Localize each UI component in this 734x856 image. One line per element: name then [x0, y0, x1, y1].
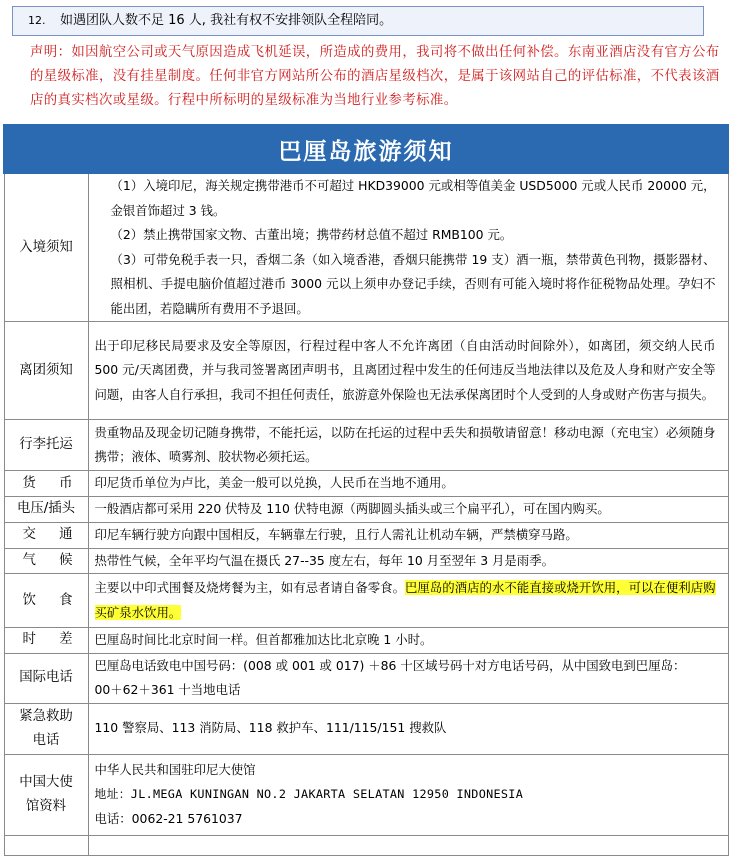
content-traffic: 印尼车辆行驶方向跟中国相反，车辆靠左行驶，且行人需礼让机动车辆，严禁横穿马路。 — [88, 522, 728, 548]
content-leave-group: 出于印尼移民局要求及安全等原因，行程过程中客人不允许离团（自由活动时间除外），如离团，须交纳人民币 500 元/天离团费，并与我司签署离团声明书，且离团过程中发生的任何违反当地法律以及危及人身和财产安全等问题，由客人自行承担，我司不担任何责任，旅游意外保险也无法承保离团时个人受到的人身或财产伤害与损失。 — [88, 322, 728, 420]
content-phone — [88, 653, 728, 703]
label-leave-group: 离团须知 — [4, 322, 88, 420]
label-emergency-line-1: 紧急救助 — [19, 708, 73, 724]
entry-line-3: （3）可带免税手表一只，香烟二条（如入境香港，香烟只能携带 19 支）酒一瓶，禁带黄色刊物，摄影器材、照相机、手提电脑价值超过港币 3000 元以上须申办登记手续，否则有可能入境时将作征税物品处理。孕妇不能出团，若隐瞒所有费用不予退回。 — [110, 251, 716, 316]
row-leave-group — [4, 322, 728, 420]
content-voltage: 一般酒店都可采用 220 伏特及 110 伏特电源（两脚圆头插头或三个扁平孔），可在国内购买。 — [88, 497, 728, 523]
row-voltage — [4, 497, 728, 523]
phone-line-2: 00＋62＋361 十当地电话 — [94, 682, 241, 697]
embassy-phone: 电话：0062-21 5761037 — [94, 810, 243, 826]
row-truncated — [4, 835, 728, 855]
embassy-address: 地址：JL.MEGA KUNINGAN NO.2 JAKARTA SELATAN 12950 INDONESIA — [94, 787, 524, 802]
row-phone — [4, 653, 728, 703]
label-entry: 入境须知 — [4, 173, 88, 322]
label-embassy-line-1: 中国大使 — [19, 774, 73, 790]
label-food: 饮食 — [4, 574, 88, 628]
label-embassy-line-2: 馆资料 — [25, 798, 67, 814]
entry-line-2: （2）禁止携带国家文物、古董出境；携带药材总值不超过 RMB100 元。 — [110, 227, 513, 242]
guide-title: 巴厘岛旅游须知 — [4, 125, 728, 173]
label-time: 时差 — [4, 628, 88, 654]
label-emergency — [4, 703, 88, 754]
note-box — [12, 6, 704, 36]
row-entry — [4, 173, 728, 322]
row-embassy — [4, 754, 728, 835]
food-text: 主要以中印式围餐及烧烤餐为主，如有忌者请自备零食。 — [94, 580, 406, 595]
content-entry — [88, 173, 728, 322]
note-number: 12. — [28, 14, 46, 27]
label-emergency-line-2: 电话 — [32, 732, 60, 748]
content-climate: 热带性气候，全年平均气温在摄氏 27--35 度左右，每年 10 月至翌年 3 月是雨季。 — [88, 548, 728, 574]
label-climate: 气候 — [4, 548, 88, 574]
entry-line-1: （1）入境印尼，海关规定携带港币不可超过 HKD39000 元或相等值美金 USD5000 元或人民币 20000 元，金银首饰超过 3 钱。 — [110, 178, 716, 218]
phone-line-1: 巴厘岛电话致电中国号码：(008 或 001 或 017) ＋86 十区域号码十对方电话号码，从中国致电到巴厘岛： — [94, 657, 686, 673]
content-time: 巴厘岛时间比北京时间一样。但首都雅加达比北京晚 1 小时。 — [88, 628, 728, 654]
travel-guide-table — [3, 124, 729, 856]
disclaimer-text: 声明：如因航空公司或天气原因造成飞机延误，所造成的费用，我司将不做出任何补偿。东南亚酒店没有官方公布的星级标准，没有挂星制度。任何非官方网站所公布的酒店星级档次，是属于该网站自己的评估标准，不代表该酒店的真实档次或星级。行程中所标明的星级标准为当地行业参考标准。 — [30, 45, 720, 108]
row-food — [4, 574, 728, 628]
label-traffic: 交通 — [4, 522, 88, 548]
note-text: 如遇团队人数不足 16 人, 我社有权不安排领队全程陪同。 — [60, 13, 393, 28]
embassy-name: 中华人民共和国驻印尼大使馆 — [94, 761, 256, 777]
label-luggage: 行李托运 — [4, 420, 88, 471]
row-time — [4, 628, 728, 654]
content-emergency: 110 警察局、113 消防局、118 救护车、111/115/151 搜救队 — [88, 703, 728, 754]
content-currency: 印尼货币单位为卢比，美金一般可以兑换，人民币在当地不通用。 — [88, 471, 728, 497]
content-embassy — [88, 754, 728, 835]
label-currency: 货币 — [4, 471, 88, 497]
label-phone: 国际电话 — [4, 653, 88, 703]
food-water-warning-highlight: 巴厘岛的酒店的水不能直接或烧开饮用，可以在便利店购买矿泉水饮用。 — [94, 580, 716, 620]
label-voltage: 电压/插头 — [4, 497, 88, 523]
label-embassy — [4, 754, 88, 835]
row-luggage — [4, 420, 728, 471]
content-luggage: 贵重物品及现金切记随身携带，不能托运，以防在托运的过程中丢失和损敬请留意！移动电源（充电宝）必须随身携带；液体、喷雾剂、胶状物必须托运。 — [88, 420, 728, 471]
content-food — [88, 574, 728, 628]
row-traffic — [4, 522, 728, 548]
row-emergency — [4, 703, 728, 754]
row-climate — [4, 548, 728, 574]
row-currency — [4, 471, 728, 497]
